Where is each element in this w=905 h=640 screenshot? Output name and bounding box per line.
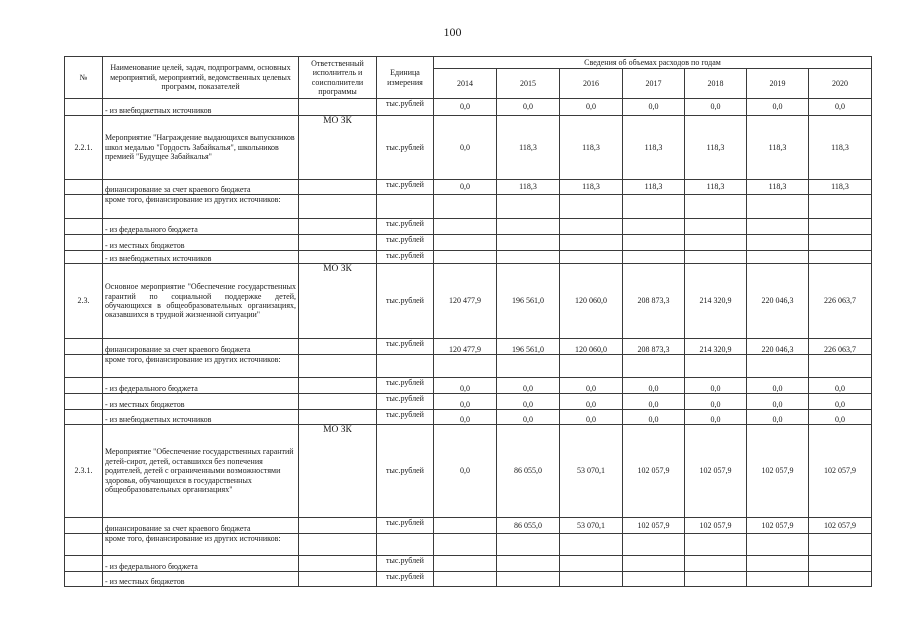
row-value: 0,0 — [623, 410, 685, 425]
header-unit: Единица измерения — [377, 57, 434, 99]
row-value — [434, 355, 497, 378]
row-value — [747, 556, 809, 572]
table-row — [65, 394, 872, 410]
row-number — [65, 235, 103, 251]
row-value — [747, 195, 809, 219]
row-name: финансирование за счет краевого бюджета — [103, 180, 299, 195]
row-unit: тыс.рублей — [377, 180, 434, 195]
table-row — [65, 99, 872, 116]
row-unit: тыс.рублей — [377, 99, 434, 116]
row-value — [809, 235, 872, 251]
row-responsible — [299, 195, 377, 219]
row-number — [65, 355, 103, 378]
table-row — [65, 378, 872, 394]
row-value: 214 320,9 — [685, 264, 747, 339]
row-name: финансирование за счет краевого бюджета — [103, 518, 299, 534]
row-value: 0,0 — [623, 394, 685, 410]
row-responsible — [299, 572, 377, 587]
row-value — [623, 235, 685, 251]
row-number: 2.2.1. — [65, 116, 103, 180]
row-name: - из местных бюджетов — [103, 572, 299, 587]
row-value — [497, 195, 560, 219]
row-value — [685, 556, 747, 572]
row-value — [623, 534, 685, 556]
row-value: 120 477,9 — [434, 264, 497, 339]
row-value — [685, 195, 747, 219]
row-value: 118,3 — [809, 180, 872, 195]
row-value: 208 873,3 — [623, 339, 685, 355]
row-value — [497, 251, 560, 264]
row-number — [65, 394, 103, 410]
table-row — [65, 534, 872, 556]
row-value — [497, 572, 560, 587]
row-value — [497, 556, 560, 572]
row-value — [809, 251, 872, 264]
row-value: 0,0 — [623, 99, 685, 116]
row-value: 118,3 — [809, 116, 872, 180]
row-value: 0,0 — [685, 394, 747, 410]
row-responsible — [299, 410, 377, 425]
row-number — [65, 378, 103, 394]
row-responsible: МО ЗК — [299, 264, 377, 339]
row-value — [434, 556, 497, 572]
row-value — [434, 195, 497, 219]
row-value: 0,0 — [434, 425, 497, 518]
row-value: 0,0 — [747, 378, 809, 394]
row-value: 0,0 — [434, 410, 497, 425]
row-name: Мероприятие "Обеспечение государственных гарантий детей-сирот, детей, оставшихся без попечения родителей, детей с ограниченными возможностями здоровья, обучающихся в государственных общеобразовательных организациях" — [103, 425, 299, 518]
row-value — [809, 219, 872, 235]
row-value: 0,0 — [747, 99, 809, 116]
row-value — [685, 219, 747, 235]
row-unit — [377, 195, 434, 219]
row-value: 120 060,0 — [560, 339, 623, 355]
row-value — [747, 534, 809, 556]
row-number — [65, 195, 103, 219]
row-value: 226 063,7 — [809, 339, 872, 355]
table-row — [65, 116, 872, 180]
row-value: 118,3 — [685, 180, 747, 195]
row-value — [560, 556, 623, 572]
row-value — [685, 235, 747, 251]
row-value — [747, 219, 809, 235]
row-number — [65, 534, 103, 556]
row-value — [623, 251, 685, 264]
row-responsible — [299, 394, 377, 410]
row-unit: тыс.рублей — [377, 219, 434, 235]
row-unit: тыс.рублей — [377, 235, 434, 251]
row-responsible — [299, 556, 377, 572]
row-value: 118,3 — [497, 116, 560, 180]
row-value — [560, 572, 623, 587]
header-year: 2018 — [685, 69, 747, 99]
row-value: 208 873,3 — [623, 264, 685, 339]
row-name: - из федерального бюджета — [103, 378, 299, 394]
row-value: 102 057,9 — [809, 518, 872, 534]
row-value — [685, 572, 747, 587]
row-responsible — [299, 355, 377, 378]
row-value: 0,0 — [685, 99, 747, 116]
row-unit: тыс.рублей — [377, 572, 434, 587]
row-responsible — [299, 378, 377, 394]
row-value: 196 561,0 — [497, 339, 560, 355]
row-unit: тыс.рублей — [377, 425, 434, 518]
header-year: 2017 — [623, 69, 685, 99]
header-year: 2020 — [809, 69, 872, 99]
row-number: 2.3.1. — [65, 425, 103, 518]
row-value: 0,0 — [434, 394, 497, 410]
budget-table — [64, 56, 872, 587]
row-value: 102 057,9 — [623, 518, 685, 534]
row-number — [65, 518, 103, 534]
table-row — [65, 425, 872, 518]
row-value — [434, 251, 497, 264]
row-number: 2.3. — [65, 264, 103, 339]
row-value — [809, 534, 872, 556]
row-value: 0,0 — [809, 99, 872, 116]
row-name: - из федерального бюджета — [103, 556, 299, 572]
row-responsible — [299, 180, 377, 195]
row-value — [560, 355, 623, 378]
row-value — [809, 355, 872, 378]
row-value: 0,0 — [685, 410, 747, 425]
header-name: Наименование целей, задач, подпрограмм, основных мероприятий, мероприятий, ведомственных целевых программ, показателей — [103, 57, 299, 99]
row-value — [623, 355, 685, 378]
header-year: 2014 — [434, 69, 497, 99]
row-value: 196 561,0 — [497, 264, 560, 339]
row-unit: тыс.рублей — [377, 394, 434, 410]
row-name: Мероприятие "Награждение выдающихся выпускников школ медалью "Гордость Забайкалья", школьников премией "Будущее Забайкалья" — [103, 116, 299, 180]
table-row — [65, 195, 872, 219]
row-value: 0,0 — [434, 99, 497, 116]
row-value: 102 057,9 — [685, 518, 747, 534]
row-value: 0,0 — [623, 378, 685, 394]
table-row — [65, 572, 872, 587]
row-unit: тыс.рублей — [377, 556, 434, 572]
row-responsible — [299, 99, 377, 116]
row-name: кроме того, финансирование из других источников: — [103, 355, 299, 378]
row-number — [65, 556, 103, 572]
header-year: 2019 — [747, 69, 809, 99]
row-value: 0,0 — [434, 116, 497, 180]
row-value: 214 320,9 — [685, 339, 747, 355]
row-value: 0,0 — [747, 394, 809, 410]
page-number: 100 — [443, 25, 462, 39]
row-value — [685, 534, 747, 556]
header-num: № — [65, 57, 103, 99]
row-value: 102 057,9 — [623, 425, 685, 518]
row-value — [747, 235, 809, 251]
row-value — [809, 556, 872, 572]
row-name: Основное мероприятие "Обеспечение государственных гарантий по социальной поддержке детей, обучающихся в общеобразовательных организациях, оказавшихся в трудной жизненной ситуации" — [103, 264, 299, 339]
row-value: 102 057,9 — [809, 425, 872, 518]
row-value — [497, 235, 560, 251]
row-value: 0,0 — [497, 410, 560, 425]
row-unit: тыс.рублей — [377, 116, 434, 180]
row-unit — [377, 534, 434, 556]
row-value — [434, 534, 497, 556]
row-value — [560, 219, 623, 235]
row-value: 0,0 — [497, 394, 560, 410]
row-responsible: МО ЗК — [299, 116, 377, 180]
table-row — [65, 180, 872, 195]
row-value — [747, 251, 809, 264]
row-value — [685, 355, 747, 378]
header-responsible: Ответственный исполнитель и соисполнители программы — [299, 57, 377, 99]
row-responsible — [299, 339, 377, 355]
row-number — [65, 219, 103, 235]
row-value — [560, 251, 623, 264]
row-value: 102 057,9 — [685, 425, 747, 518]
row-number — [65, 339, 103, 355]
row-value — [685, 251, 747, 264]
row-value — [434, 572, 497, 587]
row-name: - из местных бюджетов — [103, 235, 299, 251]
row-number — [65, 251, 103, 264]
row-value — [560, 235, 623, 251]
row-value: 0,0 — [434, 378, 497, 394]
row-value: 226 063,7 — [809, 264, 872, 339]
row-value: 0,0 — [497, 99, 560, 116]
row-unit: тыс.рублей — [377, 251, 434, 264]
header-year: 2016 — [560, 69, 623, 99]
row-value: 0,0 — [497, 378, 560, 394]
row-number — [65, 99, 103, 116]
row-value — [623, 556, 685, 572]
row-name: кроме того, финансирование из других источников: — [103, 534, 299, 556]
row-responsible — [299, 518, 377, 534]
row-value: 0,0 — [560, 378, 623, 394]
row-value: 220 046,3 — [747, 339, 809, 355]
row-value — [623, 195, 685, 219]
table-row — [65, 355, 872, 378]
row-value: 118,3 — [497, 180, 560, 195]
row-name: - из внебюджетных источников — [103, 251, 299, 264]
row-value — [809, 572, 872, 587]
row-responsible — [299, 235, 377, 251]
row-value: 0,0 — [809, 394, 872, 410]
row-value: 0,0 — [747, 410, 809, 425]
table-row — [65, 219, 872, 235]
row-value: 120 060,0 — [560, 264, 623, 339]
row-unit: тыс.рублей — [377, 378, 434, 394]
row-value — [434, 235, 497, 251]
table-row — [65, 251, 872, 264]
row-value: 118,3 — [747, 180, 809, 195]
row-unit: тыс.рублей — [377, 264, 434, 339]
table-row — [65, 410, 872, 425]
row-value — [497, 534, 560, 556]
row-value: 102 057,9 — [747, 518, 809, 534]
row-value: 120 477,9 — [434, 339, 497, 355]
row-value: 118,3 — [623, 180, 685, 195]
header-expenses-group: Сведения об объемах расходов по годам — [434, 57, 872, 69]
row-responsible — [299, 251, 377, 264]
row-name: - из внебюджетных источников — [103, 99, 299, 116]
row-value: 118,3 — [560, 116, 623, 180]
table-row — [65, 264, 872, 339]
row-responsible — [299, 219, 377, 235]
row-value: 53 070,1 — [560, 425, 623, 518]
row-number — [65, 180, 103, 195]
header-year: 2015 — [497, 69, 560, 99]
table-row — [65, 339, 872, 355]
row-value: 53 070,1 — [560, 518, 623, 534]
table-row — [65, 235, 872, 251]
row-value: 102 057,9 — [747, 425, 809, 518]
row-value — [434, 518, 497, 534]
row-name: - из местных бюджетов — [103, 394, 299, 410]
row-value — [497, 355, 560, 378]
row-value: 86 055,0 — [497, 425, 560, 518]
row-name: - из федерального бюджета — [103, 219, 299, 235]
table-row — [65, 556, 872, 572]
row-value: 0,0 — [560, 394, 623, 410]
row-value: 86 055,0 — [497, 518, 560, 534]
row-value — [434, 219, 497, 235]
row-name: - из внебюджетных источников — [103, 410, 299, 425]
row-value — [623, 219, 685, 235]
row-unit: тыс.рублей — [377, 339, 434, 355]
row-value — [560, 195, 623, 219]
row-unit: тыс.рублей — [377, 518, 434, 534]
row-name: кроме того, финансирование из других источников: — [103, 195, 299, 219]
row-value: 118,3 — [623, 116, 685, 180]
row-value: 118,3 — [560, 180, 623, 195]
row-value — [623, 572, 685, 587]
row-value: 220 046,3 — [747, 264, 809, 339]
table-row — [65, 518, 872, 534]
row-name: финансирование за счет краевого бюджета — [103, 339, 299, 355]
row-value: 0,0 — [809, 378, 872, 394]
row-number — [65, 572, 103, 587]
row-value — [747, 355, 809, 378]
row-value: 118,3 — [747, 116, 809, 180]
row-value — [809, 195, 872, 219]
row-value — [497, 219, 560, 235]
row-value — [747, 572, 809, 587]
row-responsible — [299, 534, 377, 556]
row-unit — [377, 355, 434, 378]
row-value: 0,0 — [434, 180, 497, 195]
row-responsible: МО ЗК — [299, 425, 377, 518]
row-value: 0,0 — [809, 410, 872, 425]
row-value: 0,0 — [685, 378, 747, 394]
row-value — [560, 534, 623, 556]
row-number — [65, 410, 103, 425]
row-value: 118,3 — [685, 116, 747, 180]
row-unit: тыс.рублей — [377, 410, 434, 425]
row-value: 0,0 — [560, 99, 623, 116]
row-value: 0,0 — [560, 410, 623, 425]
